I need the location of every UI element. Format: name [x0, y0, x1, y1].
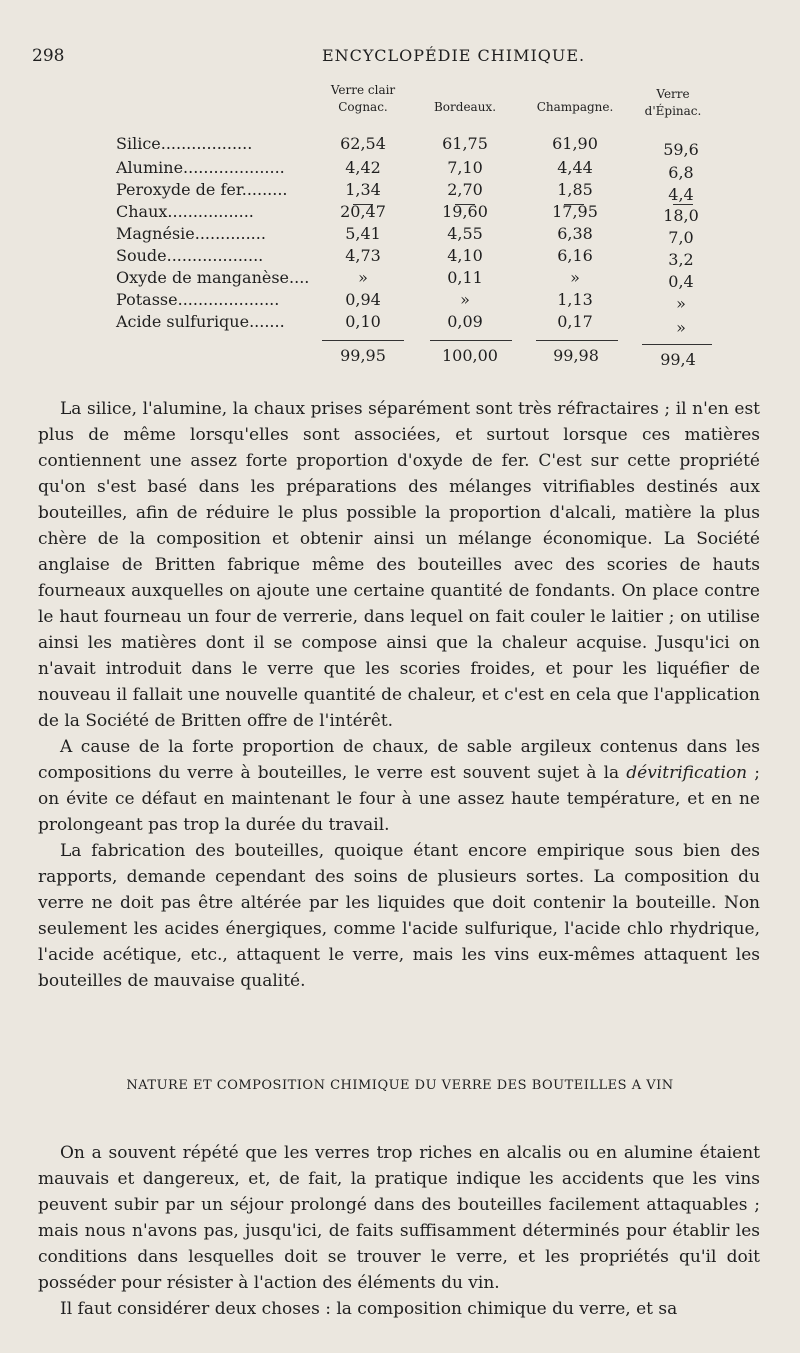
column-header-bordeaux: Bordeaux. — [433, 100, 497, 114]
cell-value: 18,0 — [663, 206, 699, 225]
section-heading: NATURE ET COMPOSITION CHIMIQUE DU VERRE DES BOUTEILLES A VIN — [126, 1078, 674, 1093]
row-label: Alumine.................... — [116, 158, 285, 177]
cell-value: 4,73 — [345, 246, 381, 265]
cell-value: 6,8 — [668, 163, 694, 182]
cell-value: 4,10 — [447, 246, 483, 265]
cell-value: 3,2 — [668, 250, 694, 269]
cell-value: 62,54 — [340, 134, 386, 153]
cell-value: 0,94 — [345, 290, 381, 309]
cell-value: 1,13 — [557, 290, 593, 309]
section-text — [38, 1140, 760, 1322]
cell-value: 4,55 — [447, 224, 483, 243]
page-number: 298 — [32, 46, 65, 66]
cell-value: 61,90 — [552, 134, 598, 153]
total-value: 99,4 — [660, 350, 696, 369]
row-label: Acide sulfurique....... — [116, 312, 285, 331]
cell-value: 6,38 — [557, 224, 593, 243]
cell-value: 20,47 — [340, 202, 386, 221]
cell-value: 0,09 — [447, 312, 483, 331]
cell-value: 7,10 — [447, 158, 483, 177]
total-rule — [536, 340, 618, 341]
paragraph: La silice, l'alumine, la chaux prises séparément sont très réfractaires ; il n'en est plus de même lorsqu'elles sont associées, et surtout lorsque ces matières contiennent une assez forte proportion d'oxyde de fer. C'est sur cette propriété qu'on s'est basé dans les préparations des mélanges vitrifiables destinés aux bouteilles, afin de réduire le plus possible la proportion d'alcali, matière la plus chère de la composition et obtenir ainsi un mélange économique. La Société anglaise de Britten fabrique même des bouteilles avec des scories de hauts fourneaux auxquelles on ajoute une certaine quantité de fondants. On place contre le haut fourneau un four de verrerie, dans lequel on fait couler le laitier ; on utilise ainsi les matières dont il se compose ainsi que la chaleur acquise. Jusqu'ici on n'avait introduit dans le verre que les scories froides, et pour les liquéfier de nouveau il fallait une nouvelle quantité de chaleur, et c'est en cela que l'application de la Société de Britten offre de l'intérêt. — [38, 399, 760, 731]
total-value: 100,00 — [442, 346, 498, 365]
paragraph: A cause de la forte proportion de chaux, de sable argileux contenus dans les compositions du verre à bouteilles, le verre est souvent sujet à la dévitrification ; on évite ce défaut en maintenant le four à une assez haute température, et en ne prolongeant pas trop la durée du travail. — [38, 737, 760, 835]
paragraph: Il faut considérer deux choses : la composition chimique du verre, et sa — [60, 1299, 678, 1319]
cell-value: 61,75 — [442, 134, 488, 153]
row-label: Chaux................. — [116, 202, 254, 221]
row-label: Silice.................. — [116, 134, 253, 153]
composition-table — [0, 78, 800, 378]
cell-value: » — [676, 318, 686, 337]
column-header-champagne: Champagne. — [536, 100, 614, 114]
total-rule — [430, 340, 512, 341]
running-header — [32, 40, 774, 68]
total-value: 99,98 — [553, 346, 599, 365]
total-rule — [642, 344, 712, 345]
row-label: Soude................... — [116, 246, 264, 265]
running-title: ENCYCLOPÉDIE CHIMIQUE. — [322, 46, 586, 65]
total-value: 99,95 — [340, 346, 386, 365]
paragraph: La fabrication des bouteilles, quoique étant encore empirique sous bien des rapports, demande cependant des soins de plusieurs sortes. La composition du verre ne doit pas être altérée par les liquides que doit contenir la bouteille. Non seulement les acides énergiques, comme l'acide sulfurique, l'acide chlo rhydrique, l'acide acétique, etc., attaquent le verre, mais les vins eux-mêmes attaquent les bouteilles de mauvaise qualité. — [38, 841, 760, 991]
column-header-cognac: Verre clair Cognac. — [330, 83, 396, 114]
cell-value: 4,44 — [557, 158, 593, 177]
row-label: Potasse.................... — [116, 290, 280, 309]
cell-value: 19,60 — [442, 202, 488, 221]
main-text — [38, 396, 760, 994]
cell-value: » — [570, 268, 580, 287]
cell-value: 6,16 — [557, 246, 593, 265]
cell-value: 59,6 — [663, 140, 699, 159]
cell-value: 17,95 — [552, 202, 598, 221]
row-label: Peroxyde de fer......... — [116, 180, 288, 199]
cell-value: 0,11 — [447, 268, 483, 287]
cell-value: 2,70 — [447, 180, 483, 199]
row-label: Oxyde de manganèse.... — [116, 268, 310, 287]
paragraph: On a souvent répété que les verres trop riches en alcalis ou en alumine étaient mauvais et dangereux, et, de fait, la pratique indique les accidents que les vins peuvent subir par un séjour prolongé dans des bouteilles facilement attaquables ; mais nous n'avons pas, jusqu'ici, de faits suffisamment déterminés pour établir les conditions dans lesquelles doit se trouver le verre, et les propriétés qu'il doit posséder pour résister à l'action des éléments du vin. — [38, 1143, 760, 1293]
cell-value: » — [460, 290, 470, 309]
row-label: Magnésie.............. — [116, 224, 266, 243]
cell-value: » — [676, 294, 686, 313]
cell-value: 0,4 — [668, 272, 694, 291]
column-dash — [673, 204, 693, 205]
emphasis-term: dévitrification — [626, 763, 748, 783]
cell-value: 4,42 — [345, 158, 381, 177]
cell-value: 0,17 — [557, 312, 593, 331]
total-rule — [322, 340, 404, 341]
cell-value: 0,10 — [345, 312, 381, 331]
cell-value: » — [358, 268, 368, 287]
cell-value: 4,4 — [668, 185, 694, 204]
column-header-epinac: Verre d'Épinac. — [644, 87, 702, 118]
cell-value: 1,85 — [557, 180, 593, 199]
cell-value: 1,34 — [345, 180, 381, 199]
cell-value: 7,0 — [668, 228, 694, 247]
cell-value: 5,41 — [345, 224, 381, 243]
